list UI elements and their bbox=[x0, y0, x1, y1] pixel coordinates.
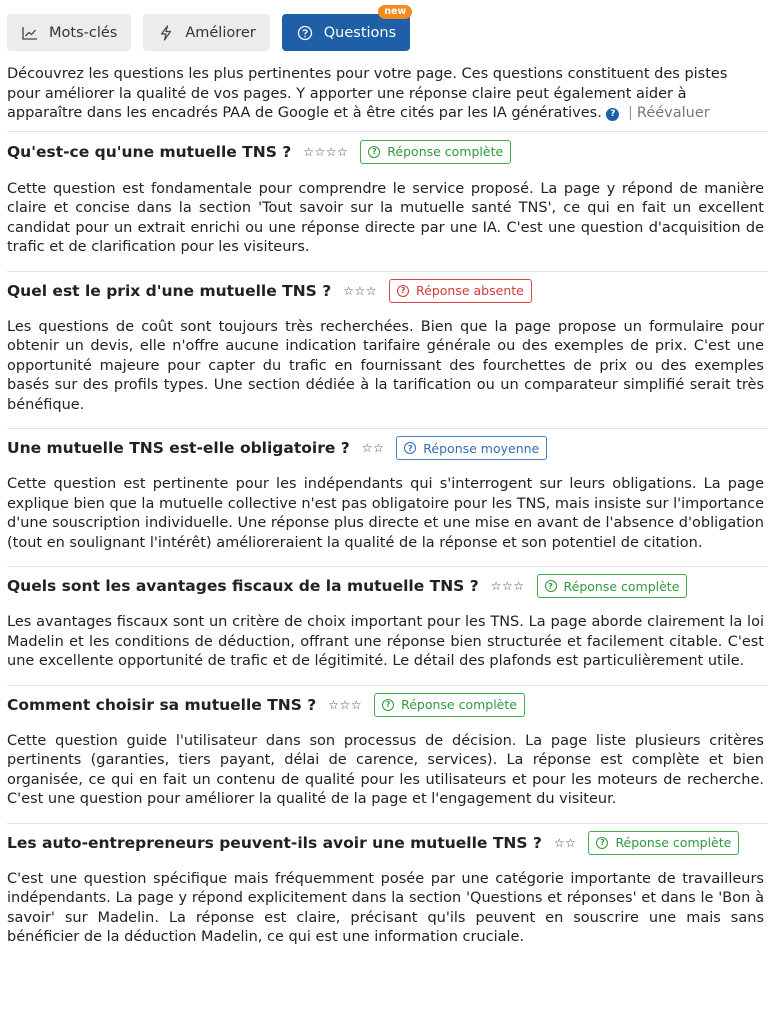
status-badge bbox=[396, 436, 547, 460]
question-circle-icon: ? bbox=[382, 699, 394, 711]
question-analysis: Cette question est fondamentale pour comprendre le service proposé. La page y répond de manière claire et concise dans la section 'Tout savoir sur la mutuelle santé TNS', ce qui en fait un excellent candidat pour un extrait enrichi ou une réponse directe par une IA. C'est une question d'acquisition de trafic et de clarification pour les visiteurs. bbox=[7, 180, 764, 255]
question-analysis: Cette question guide l'utilisateur dans son processus de décision. La page liste plusieurs critères pertinents (garanties, tiers payant, délai de carence, services). La réponse est complète et bien organisée, ce qui en fait un contenu de qualité pour les utilisateurs et pour les moteurs de recherche. C'est une question pour améliorer la qualité de la page et l'engagement du visiteur. bbox=[7, 732, 764, 807]
question-item bbox=[7, 567, 768, 685]
new-badge: new bbox=[378, 5, 412, 19]
reevaluate-link[interactable]: Réévaluer bbox=[636, 105, 710, 121]
status-badge bbox=[389, 279, 532, 303]
question-circle-icon: ? bbox=[397, 285, 409, 297]
question-circle-icon bbox=[296, 24, 314, 42]
star-rating: ☆☆ bbox=[553, 835, 577, 850]
tab-label: Améliorer bbox=[185, 24, 256, 41]
question-analysis: Les avantages fiscaux sont un critère de choix important pour les TNS. La page aborde clairement la loi Madelin et les conditions de déduction, offrant une réponse bien structurée et facilement citable. C'est une excellente opportunité de trafic et de légitimité. Le détail des plafonds est particulièrement utile. bbox=[7, 614, 764, 669]
tab-label: Questions bbox=[323, 24, 397, 41]
star-rating: ☆☆☆ bbox=[343, 283, 378, 298]
help-icon[interactable]: ? bbox=[606, 108, 619, 121]
question-title: Quels sont les avantages fiscaux de la mutuelle TNS ? bbox=[7, 577, 479, 595]
status-badge bbox=[588, 831, 739, 855]
question-title: Une mutuelle TNS est-elle obligatoire ? bbox=[7, 439, 350, 457]
question-item bbox=[7, 272, 768, 429]
question-circle-icon: ? bbox=[596, 837, 608, 849]
question-title: Comment choisir sa mutuelle TNS ? bbox=[7, 695, 317, 714]
status-label: Réponse absente bbox=[416, 283, 524, 298]
status-badge bbox=[374, 693, 525, 717]
question-analysis: Cette question est pertinente pour les indépendants qui s'interrogent sur leurs obligations. La page explique bien que la mutuelle collective n'est pas obligatoire pour les TNS, mais insiste sur l'importance d'une souscription individuelle. Une réponse plus directe et une mise en avant de l'absence d'obligation (tout en soulignant l'intérêt) amélioreraient la qualité de la réponse et son potentiel de citation. bbox=[7, 476, 764, 551]
star-rating: ☆☆☆☆ bbox=[303, 144, 349, 159]
question-item bbox=[7, 824, 768, 961]
tab-mots-cles[interactable] bbox=[7, 14, 131, 51]
question-title: Quel est le prix d'une mutuelle TNS ? bbox=[7, 281, 332, 300]
status-label: Réponse complète bbox=[615, 835, 732, 850]
question-item bbox=[7, 686, 768, 823]
status-label: Réponse complète bbox=[563, 578, 680, 594]
intro-text bbox=[7, 65, 768, 124]
status-badge bbox=[537, 574, 688, 598]
question-item bbox=[7, 132, 768, 271]
lightning-icon bbox=[157, 24, 175, 42]
question-title: Qu'est-ce qu'une mutuelle TNS ? bbox=[7, 142, 292, 161]
star-rating: ☆☆☆ bbox=[328, 697, 363, 712]
status-label: Réponse complète bbox=[401, 697, 517, 712]
intro-description: Découvrez les questions les plus pertinentes pour votre page. Ces questions constituent des pistes pour améliorer la qualité de vos pages. Y apporter une réponse claire peut également aider à apparaître dans les encadrés PAA de Google et à être cités par les IA génératives. bbox=[7, 66, 728, 121]
chart-line-icon bbox=[21, 24, 39, 42]
status-label: Réponse moyenne bbox=[423, 440, 540, 456]
status-label: Réponse complète bbox=[387, 144, 504, 159]
question-circle-icon: ? bbox=[404, 442, 416, 454]
question-title: Les auto-entrepreneurs peuvent-ils avoir une mutuelle TNS ? bbox=[7, 833, 542, 852]
tab-label: Mots-clés bbox=[49, 24, 118, 41]
tab-ameliorer[interactable] bbox=[143, 14, 269, 51]
question-analysis: Les questions de coût sont toujours très recherchées. Bien que la page propose un formulaire pour obtenir un devis, elle n'offre aucune indication tarifaire générale ou des exemples de prix. C'est une opportunité majeure pour capter du trafic en fournissant des fourchettes de prix ou des exemples basés sur des profils types. Une section dédiée à la tarification ou un comparateur simplifié serait très bénéfique. bbox=[7, 318, 764, 413]
star-rating: ☆☆ bbox=[361, 441, 385, 455]
question-analysis: C'est une question spécifique mais fréquemment posée par une catégorie importante de travailleurs indépendants. La page y répond explicitement dans la section 'Questions et réponses' et dans le 'Bon à savoir' sur Madelin. La réponse est claire, précisant qu'ils peuvent en souscrire une mais sans bénéficier de la déduction Madelin, ce qui est une information cruciale. bbox=[7, 870, 764, 945]
separator: | bbox=[628, 105, 633, 121]
status-badge bbox=[360, 140, 511, 164]
question-item bbox=[7, 429, 768, 566]
tab-bar bbox=[7, 0, 768, 52]
question-list bbox=[7, 131, 768, 961]
question-circle-icon: ? bbox=[368, 146, 380, 158]
star-rating: ☆☆☆ bbox=[490, 579, 525, 593]
question-circle-icon: ? bbox=[545, 580, 557, 592]
tab-questions[interactable] bbox=[282, 6, 410, 51]
